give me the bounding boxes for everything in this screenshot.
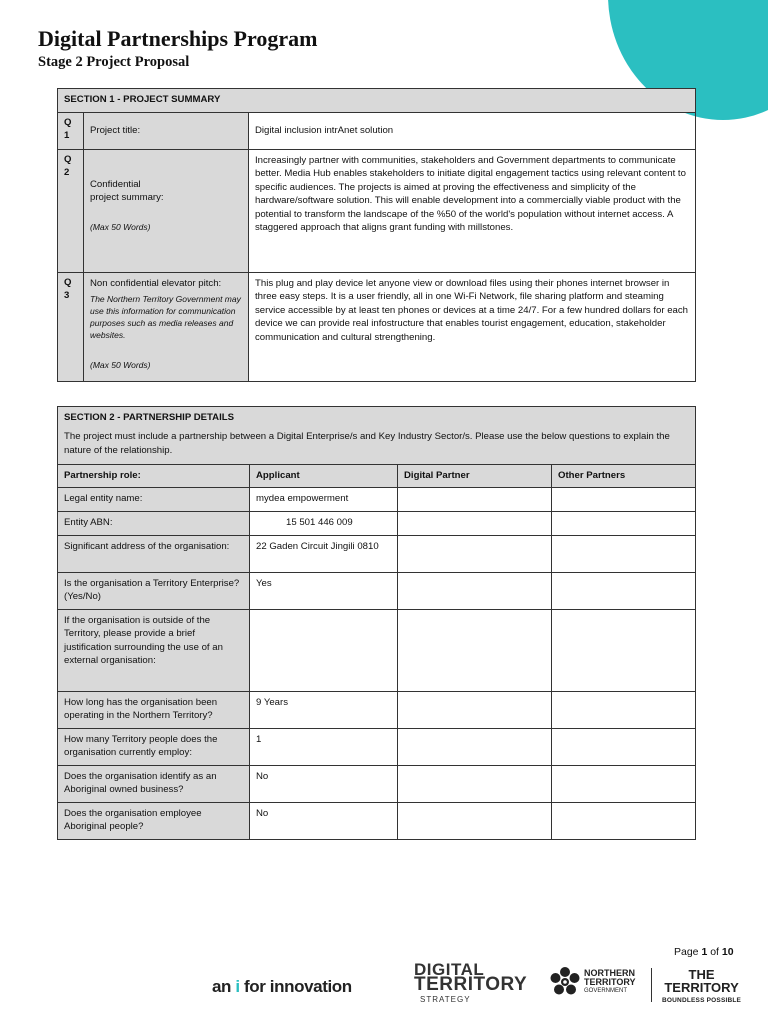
table-row xyxy=(58,512,696,536)
digital-partner-cell[interactable] xyxy=(398,573,552,610)
digital-partner-cell[interactable] xyxy=(398,488,552,512)
page-total: 10 xyxy=(721,946,734,958)
page-of: of xyxy=(710,946,719,958)
col-header-applicant: Applicant xyxy=(250,465,398,488)
q1-number-q: Q xyxy=(64,117,72,128)
applicant-cell[interactable]: Yes xyxy=(250,573,398,610)
applicant-cell[interactable]: 22 Gaden Circuit Jingili 0810 xyxy=(250,536,398,573)
q2-label-cell xyxy=(84,150,249,273)
q2-number-q: Q xyxy=(64,154,72,165)
col-header-other-partners: Other Partners xyxy=(552,465,696,488)
digital-partner-cell[interactable] xyxy=(398,692,552,729)
applicant-cell[interactable]: mydea empowerment xyxy=(250,488,398,512)
digital-partner-cell[interactable] xyxy=(398,803,552,840)
table-row xyxy=(58,729,696,766)
the-territory-logo xyxy=(662,968,741,1007)
q1-number xyxy=(58,113,84,150)
col-header-digital-partner: Digital Partner xyxy=(398,465,552,488)
section1-heading: SECTION 1 - PROJECT SUMMARY xyxy=(58,89,696,113)
q3-max-words: (Max 50 Words) xyxy=(90,360,151,371)
logo-digital-line2: TERRITORY xyxy=(414,974,528,995)
digital-partner-cell[interactable] xyxy=(398,766,552,803)
logo-nt-line1: NORTHERN xyxy=(584,967,635,978)
logo-digital-line3: STRATEGY xyxy=(420,995,471,1004)
row-label: If the organisation is outside of the Territory, please provide a brief justification surrounding the use of an external organisation: xyxy=(58,610,250,692)
logo-innovation-i: i xyxy=(235,977,240,996)
logo-nt-line2: TERRITORY xyxy=(584,976,636,987)
other-partners-cell[interactable] xyxy=(552,512,696,536)
table-row xyxy=(58,692,696,729)
logo-terr-line1: THE xyxy=(688,967,715,982)
table-row xyxy=(58,488,696,512)
logo-digital-line1: DIGITAL xyxy=(414,960,485,979)
section2-table xyxy=(57,406,696,840)
row-label: Significant address of the organisation: xyxy=(58,536,250,573)
q2-label-line2: project summary: xyxy=(90,192,164,204)
q1-number-n: 1 xyxy=(64,129,70,141)
applicant-cell[interactable]: No xyxy=(250,766,398,803)
page-label: Page xyxy=(674,946,699,958)
logo-innovation-pre: an xyxy=(212,977,236,996)
logo-nt-line3: GOVERNMENT xyxy=(584,987,628,994)
northern-territory-government-logo xyxy=(549,966,636,998)
q1-answer[interactable]: Digital inclusion intrAnet solution xyxy=(249,113,696,150)
other-partners-cell[interactable] xyxy=(552,729,696,766)
q2-number xyxy=(58,150,84,273)
other-partners-cell[interactable] xyxy=(552,692,696,729)
digital-territory-strategy-logo xyxy=(414,962,527,1007)
an-i-for-innovation-logo xyxy=(212,977,352,997)
applicant-cell[interactable]: No xyxy=(250,803,398,840)
other-partners-cell[interactable] xyxy=(552,766,696,803)
table-row xyxy=(58,803,696,840)
q1-label: Project title: xyxy=(84,113,249,150)
logo-innovation-post: for innovation xyxy=(239,977,352,996)
applicant-cell[interactable]: 9 Years xyxy=(250,692,398,729)
q3-number xyxy=(58,273,84,382)
page-title: Digital Partnerships Program xyxy=(38,26,318,51)
other-partners-cell[interactable] xyxy=(552,573,696,610)
table-row xyxy=(58,536,696,573)
q2-number-n: 2 xyxy=(64,166,70,178)
row-label: Does the organisation employee Aboriginal people? xyxy=(58,803,250,840)
other-partners-cell[interactable] xyxy=(552,803,696,840)
q3-label-cell xyxy=(84,273,249,382)
q3-label: Non confidential elevator pitch: xyxy=(90,278,222,289)
applicant-cell[interactable] xyxy=(250,610,398,692)
section1-table xyxy=(57,88,696,382)
q2-label-line1: Confidential xyxy=(90,179,141,190)
digital-partner-cell[interactable] xyxy=(398,536,552,573)
q2-max-words: (Max 50 Words) xyxy=(90,221,151,232)
logo-divider xyxy=(651,968,652,1002)
section2-heading: SECTION 2 - PARTNERSHIP DETAILS xyxy=(64,412,235,423)
page-number xyxy=(674,946,734,958)
section2-intro: The project must include a partnership between a Digital Enterprise/s and Key Industry Sector/s. Please use the below questions to explain the nature of the relationship. xyxy=(64,431,670,456)
other-partners-cell[interactable] xyxy=(552,488,696,512)
page-current: 1 xyxy=(701,946,708,958)
logo-terr-line2: TERRITORY xyxy=(664,980,739,995)
applicant-cell[interactable]: 1 xyxy=(250,729,398,766)
section2-heading-cell xyxy=(58,407,696,465)
page-subtitle: Stage 2 Project Proposal xyxy=(38,54,190,70)
q3-number-n: 3 xyxy=(64,289,70,301)
logo-terr-line3: BOUNDLESS POSSIBLE xyxy=(662,997,742,1004)
table-row xyxy=(58,573,696,610)
row-label: Legal entity name: xyxy=(58,488,250,512)
applicant-cell[interactable]: 15 501 446 009 xyxy=(250,512,398,536)
digital-partner-cell[interactable] xyxy=(398,512,552,536)
row-label: Does the organisation identify as an Aboriginal owned business? xyxy=(58,766,250,803)
table-row xyxy=(58,610,696,692)
row-label: Is the organisation a Territory Enterprise? (Yes/No) xyxy=(58,573,250,610)
other-partners-cell[interactable] xyxy=(552,536,696,573)
row-label: How long has the organisation been operating in the Northern Territory? xyxy=(58,692,250,729)
row-label: How many Territory people does the organisation currently employ: xyxy=(58,729,250,766)
table-row xyxy=(58,766,696,803)
q3-answer[interactable]: This plug and play device let anyone view or download files using their phones internet browser in three easy steps. It is a user friendly, all in one Wi-Fi Network, file sharing platform and steaming service accessible by at least ten phones or devices at a time 24/7. For a few hundred dollars for each device we can provide real infostructure that enables tourist engagement, education, stakeholder communication and cultural strengthening. xyxy=(249,273,696,382)
digital-partner-cell[interactable] xyxy=(398,610,552,692)
desert-rose-icon xyxy=(549,966,581,998)
other-partners-cell[interactable] xyxy=(552,610,696,692)
row-label: Entity ABN: xyxy=(58,512,250,536)
q3-number-q: Q xyxy=(64,277,72,288)
q3-note: The Northern Territory Government may use this information for communication purposes such as media releases and websites. xyxy=(90,294,241,341)
digital-partner-cell[interactable] xyxy=(398,729,552,766)
q2-answer[interactable]: Increasingly partner with communities, stakeholders and Government departments to communicate better. Media Hub enables stakeholders to initiate digital engagement tactics using relevant content to specific audiences. The projects is aimed at proving the effectiveness and simplicity of the hardware/software solution. This will enable development into a commercially viable product with the potential to transform the landscape of the %50 of the world's population without internet access. A staggered approach that aligns grant funding with millstones. xyxy=(249,150,696,273)
col-header-role: Partnership role: xyxy=(58,465,250,488)
